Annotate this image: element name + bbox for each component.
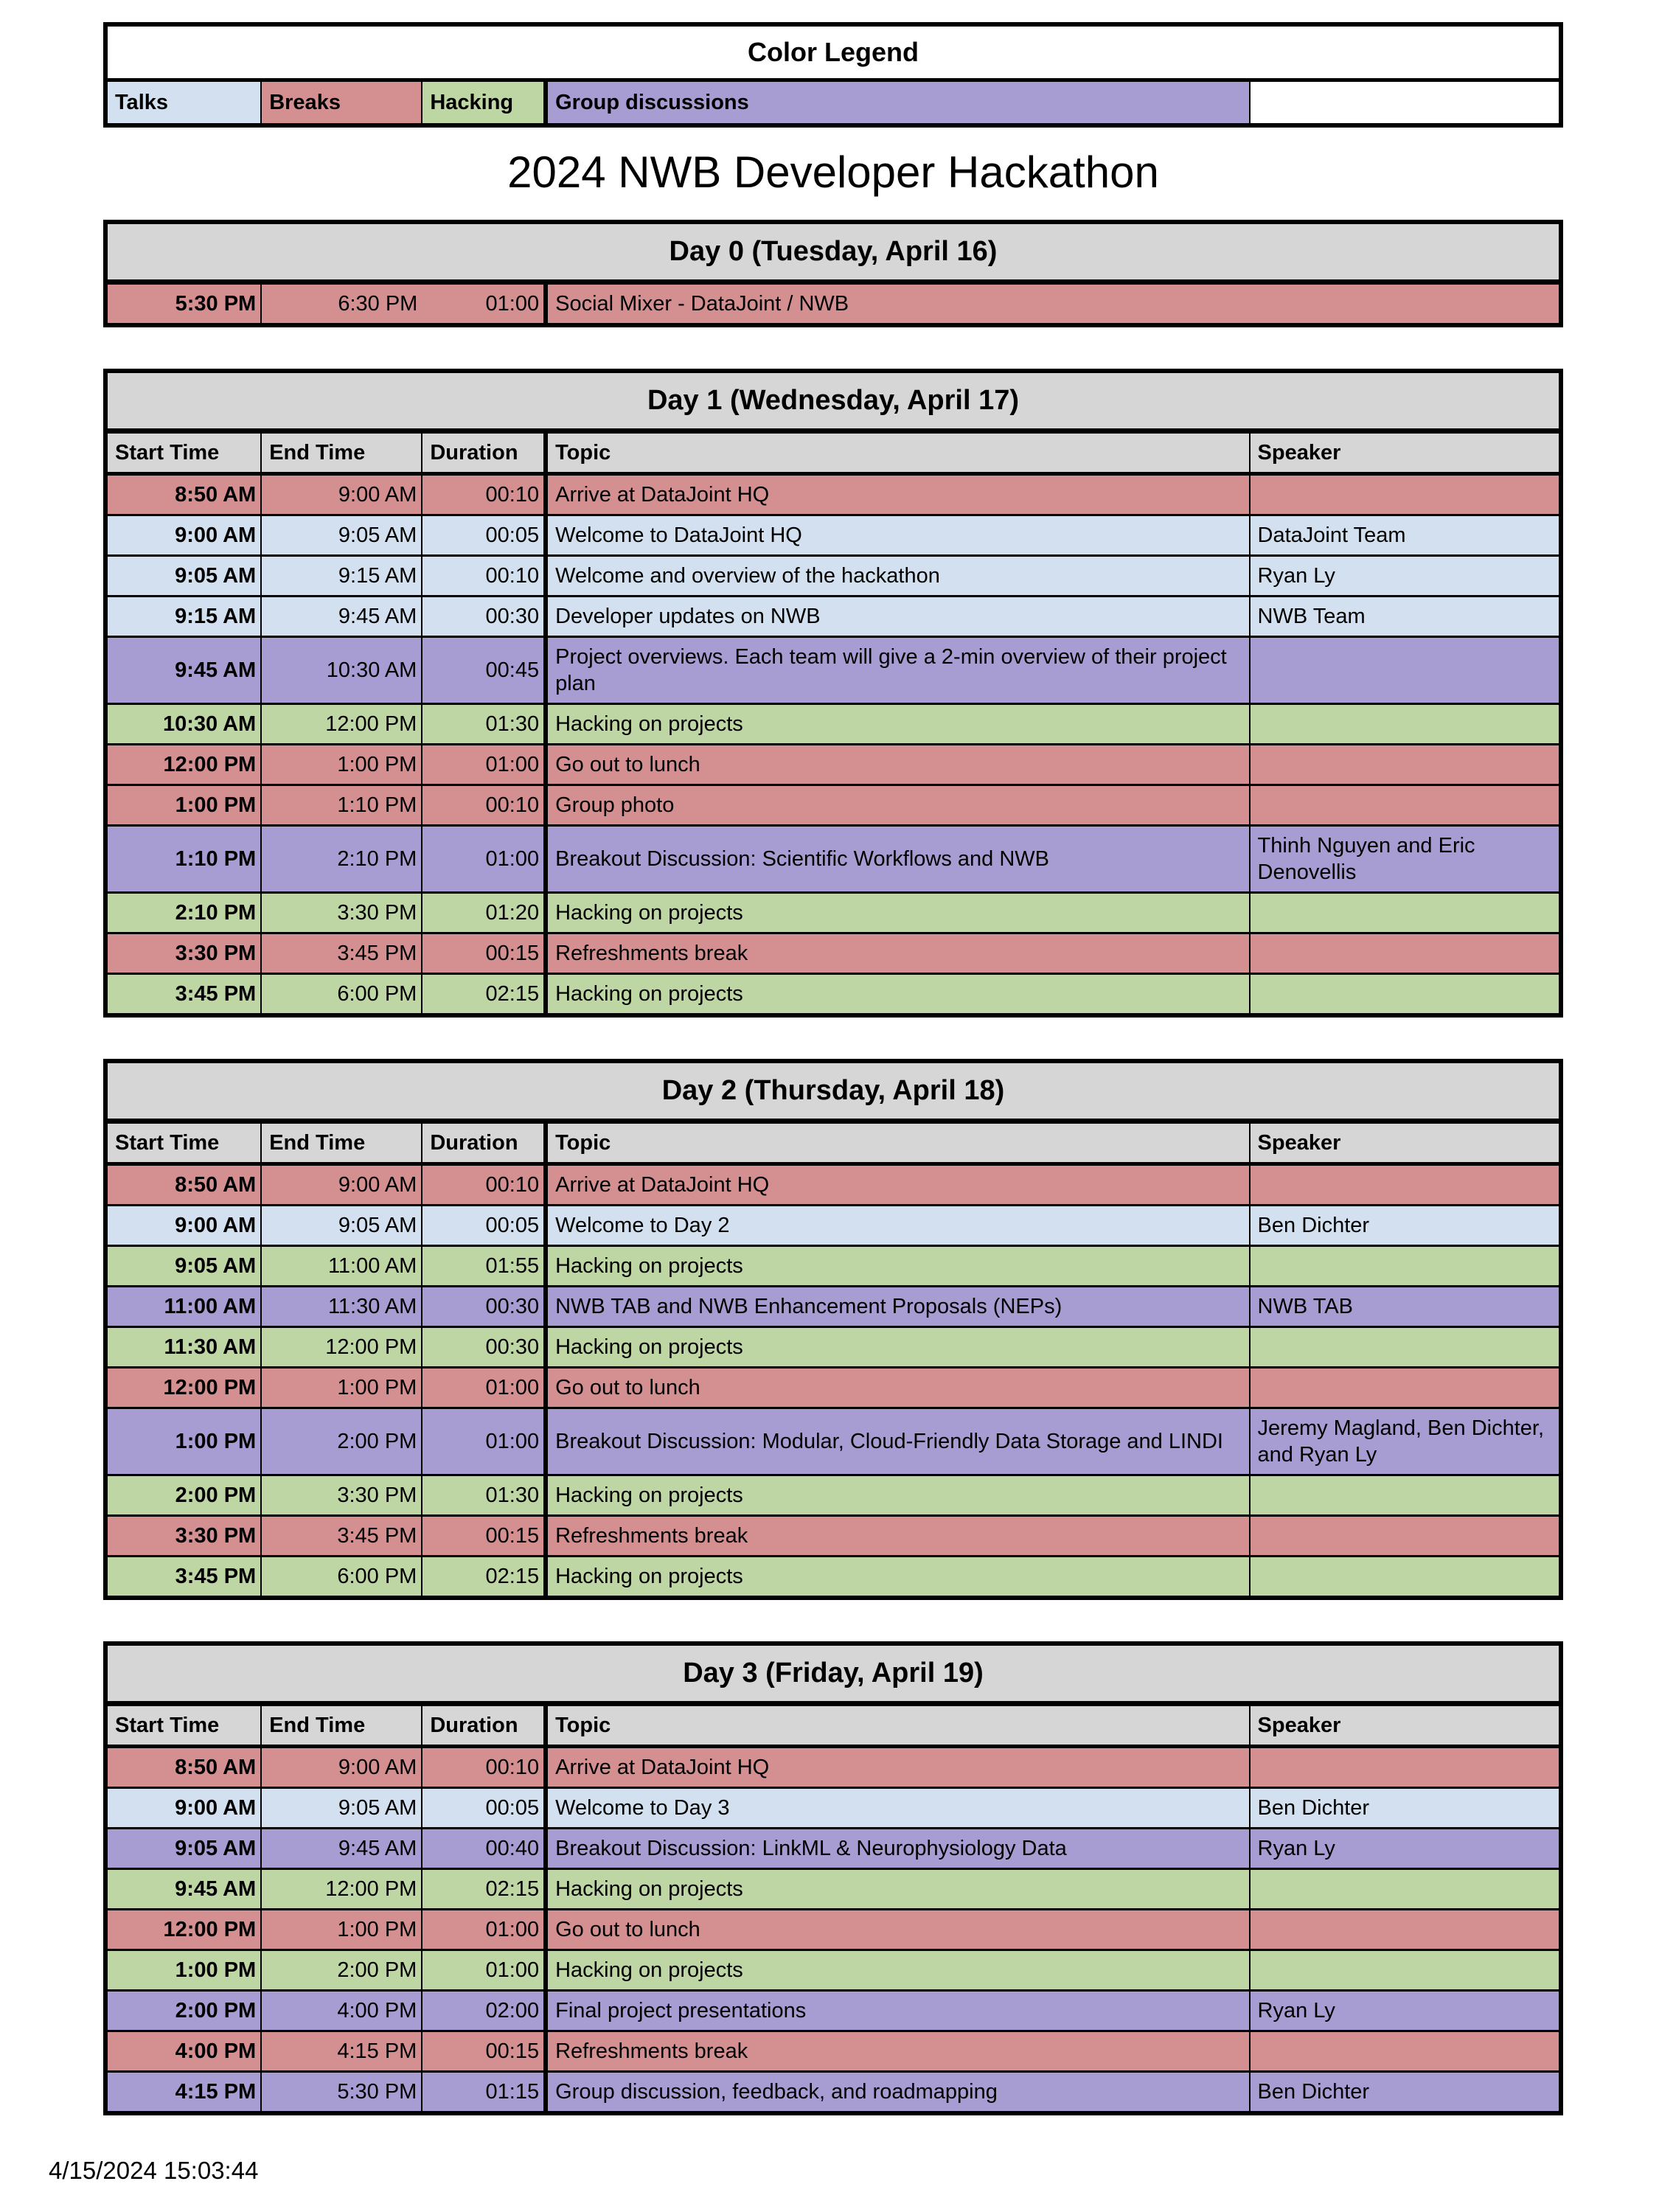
- schedule-row: [105, 2031, 1561, 2072]
- cell-start-time: 12:00 PM: [105, 1910, 261, 1950]
- cell-end-time: 5:30 PM: [261, 2072, 422, 2114]
- schedule-row: [105, 1164, 1561, 1206]
- cell-end-time: 6:30 PM: [261, 282, 422, 326]
- cell-duration: 01:00: [422, 1950, 546, 1991]
- cell-speaker: Ben Dichter: [1250, 1788, 1561, 1829]
- cell-duration: 01:00: [422, 826, 546, 893]
- cell-end-time: 3:45 PM: [261, 933, 422, 974]
- cell-speaker: Ben Dichter: [1250, 2072, 1561, 2114]
- cell-topic: Welcome to DataJoint HQ: [546, 515, 1249, 556]
- cell-duration: 00:45: [422, 637, 546, 704]
- cell-speaker: [1250, 1246, 1561, 1287]
- schedule-row: [105, 704, 1561, 745]
- cell-start-time: 11:00 AM: [105, 1287, 261, 1327]
- cell-start-time: 10:30 AM: [105, 704, 261, 745]
- schedule-row: [105, 282, 1561, 326]
- cell-duration: 00:10: [422, 556, 546, 597]
- cell-duration: 01:00: [422, 282, 546, 326]
- cell-speaker: [1250, 785, 1561, 826]
- cell-duration: 01:20: [422, 893, 546, 933]
- column-header-topic: Topic: [546, 1704, 1249, 1747]
- column-header-start-time: Start Time: [105, 431, 261, 474]
- cell-duration: 00:30: [422, 597, 546, 637]
- cell-topic: Go out to lunch: [546, 745, 1249, 785]
- cell-start-time: 9:15 AM: [105, 597, 261, 637]
- cell-start-time: 1:00 PM: [105, 1408, 261, 1475]
- cell-end-time: 3:30 PM: [261, 1475, 422, 1516]
- cell-duration: 02:00: [422, 1991, 546, 2031]
- cell-start-time: 3:30 PM: [105, 933, 261, 974]
- cell-duration: 01:00: [422, 1910, 546, 1950]
- cell-topic: Welcome and overview of the hackathon: [546, 556, 1249, 597]
- cell-speaker: Ben Dichter: [1250, 1206, 1561, 1246]
- cell-speaker: [1250, 1747, 1561, 1788]
- column-header-speaker: Speaker: [1250, 1704, 1561, 1747]
- schedule-row: [105, 1869, 1561, 1910]
- cell-start-time: 8:50 AM: [105, 1747, 261, 1788]
- column-header-row: [105, 1704, 1561, 1747]
- cell-start-time: 3:45 PM: [105, 974, 261, 1016]
- cell-start-time: 9:05 AM: [105, 1829, 261, 1869]
- color-legend-table: [103, 22, 1563, 128]
- cell-topic: Final project presentations: [546, 1991, 1249, 2031]
- cell-topic: Breakout Discussion: Scientific Workflows and NWB: [546, 826, 1249, 893]
- cell-end-time: 6:00 PM: [261, 1557, 422, 1599]
- cell-topic: Hacking on projects: [546, 974, 1249, 1016]
- cell-topic: Go out to lunch: [546, 1910, 1249, 1950]
- cell-end-time: 3:30 PM: [261, 893, 422, 933]
- cell-end-time: 9:05 AM: [261, 1788, 422, 1829]
- cell-speaker: Ryan Ly: [1250, 1991, 1561, 2031]
- cell-duration: 01:55: [422, 1246, 546, 1287]
- cell-end-time: 3:45 PM: [261, 1516, 422, 1557]
- cell-speaker: [1250, 637, 1561, 704]
- cell-topic: Arrive at DataJoint HQ: [546, 474, 1249, 515]
- schedule-row: [105, 556, 1561, 597]
- schedule-row: [105, 1747, 1561, 1788]
- schedule-row: [105, 1327, 1561, 1368]
- column-header-start-time: Start Time: [105, 1121, 261, 1164]
- cell-duration: 02:15: [422, 1869, 546, 1910]
- day-tables-container: [103, 220, 1578, 2115]
- cell-start-time: 8:50 AM: [105, 474, 261, 515]
- cell-start-time: 4:00 PM: [105, 2031, 261, 2072]
- cell-speaker: Ryan Ly: [1250, 556, 1561, 597]
- day-title: Day 3 (Friday, April 19): [105, 1644, 1561, 1704]
- cell-end-time: 1:00 PM: [261, 745, 422, 785]
- cell-topic: Welcome to Day 3: [546, 1788, 1249, 1829]
- cell-duration: 00:30: [422, 1327, 546, 1368]
- column-header-duration: Duration: [422, 1704, 546, 1747]
- legend-title: Color Legend: [105, 24, 1561, 80]
- cell-duration: 02:15: [422, 1557, 546, 1599]
- column-header-end-time: End Time: [261, 431, 422, 474]
- cell-duration: 01:15: [422, 2072, 546, 2114]
- schedule-row: [105, 893, 1561, 933]
- cell-speaker: Thinh Nguyen and Eric Denovellis: [1250, 826, 1561, 893]
- cell-speaker: [1250, 1557, 1561, 1599]
- cell-end-time: 9:00 AM: [261, 1747, 422, 1788]
- cell-topic: Breakout Discussion: Modular, Cloud-Friendly Data Storage and LINDI: [546, 1408, 1249, 1475]
- schedule-row: [105, 515, 1561, 556]
- schedule-row: [105, 597, 1561, 637]
- cell-topic: Hacking on projects: [546, 1950, 1249, 1991]
- day-title: Day 2 (Thursday, April 18): [105, 1061, 1561, 1121]
- cell-start-time: 8:50 AM: [105, 1164, 261, 1206]
- cell-speaker: [1250, 704, 1561, 745]
- column-header-row: [105, 431, 1561, 474]
- cell-start-time: 9:00 AM: [105, 515, 261, 556]
- cell-duration: 00:15: [422, 1516, 546, 1557]
- cell-speaker: NWB Team: [1250, 597, 1561, 637]
- cell-end-time: 11:30 AM: [261, 1287, 422, 1327]
- cell-duration: 00:15: [422, 2031, 546, 2072]
- cell-duration: 01:00: [422, 1408, 546, 1475]
- day-title: Day 0 (Tuesday, April 16): [105, 222, 1561, 282]
- cell-end-time: 9:05 AM: [261, 515, 422, 556]
- cell-speaker: [1250, 474, 1561, 515]
- legend-item-group-discussions: Group discussions: [546, 80, 1249, 126]
- schedule-row: [105, 1246, 1561, 1287]
- cell-topic: Arrive at DataJoint HQ: [546, 1747, 1249, 1788]
- cell-end-time: 6:00 PM: [261, 974, 422, 1016]
- cell-topic: Refreshments break: [546, 1516, 1249, 1557]
- cell-topic: Go out to lunch: [546, 1368, 1249, 1408]
- cell-start-time: 9:05 AM: [105, 556, 261, 597]
- cell-end-time: 2:10 PM: [261, 826, 422, 893]
- cell-speaker: [1250, 745, 1561, 785]
- footer-timestamp: 4/15/2024 15:03:44: [49, 2157, 259, 2184]
- schedule-row: [105, 974, 1561, 1016]
- cell-duration: 00:05: [422, 1206, 546, 1246]
- cell-speaker: [1250, 893, 1561, 933]
- cell-duration: 01:00: [422, 1368, 546, 1408]
- cell-start-time: 9:45 AM: [105, 1869, 261, 1910]
- cell-duration: 00:05: [422, 515, 546, 556]
- cell-end-time: 12:00 PM: [261, 704, 422, 745]
- cell-topic: Hacking on projects: [546, 1869, 1249, 1910]
- day-table-0: [103, 220, 1563, 327]
- cell-speaker: [1250, 1950, 1561, 1991]
- page-title: 2024 NWB Developer Hackathon: [507, 147, 1159, 197]
- cell-topic: Group discussion, feedback, and roadmapping: [546, 2072, 1249, 2114]
- day-table-1: [103, 369, 1563, 1018]
- day-title-row: [105, 1644, 1561, 1704]
- cell-end-time: 9:45 AM: [261, 1829, 422, 1869]
- cell-topic: Project overviews. Each team will give a 2-min overview of their project plan: [546, 637, 1249, 704]
- cell-speaker: Ryan Ly: [1250, 1829, 1561, 1869]
- schedule-row: [105, 1516, 1561, 1557]
- cell-start-time: 2:00 PM: [105, 1991, 261, 2031]
- cell-start-time: 11:30 AM: [105, 1327, 261, 1368]
- schedule-row: [105, 785, 1561, 826]
- cell-speaker: DataJoint Team: [1250, 515, 1561, 556]
- cell-topic: Hacking on projects: [546, 704, 1249, 745]
- column-header-duration: Duration: [422, 431, 546, 474]
- cell-start-time: 5:30 PM: [105, 282, 261, 326]
- schedule-row: [105, 474, 1561, 515]
- column-header-topic: Topic: [546, 1121, 1249, 1164]
- cell-end-time: 2:00 PM: [261, 1950, 422, 1991]
- cell-end-time: 9:00 AM: [261, 474, 422, 515]
- cell-start-time: 1:10 PM: [105, 826, 261, 893]
- cell-duration: 02:15: [422, 974, 546, 1016]
- cell-topic: Refreshments break: [546, 933, 1249, 974]
- cell-end-time: 9:00 AM: [261, 1164, 422, 1206]
- cell-topic: Hacking on projects: [546, 1557, 1249, 1599]
- cell-duration: 01:30: [422, 704, 546, 745]
- cell-end-time: 12:00 PM: [261, 1869, 422, 1910]
- cell-start-time: 1:00 PM: [105, 785, 261, 826]
- cell-topic: Hacking on projects: [546, 1475, 1249, 1516]
- cell-speaker: [1250, 974, 1561, 1016]
- cell-start-time: 2:10 PM: [105, 893, 261, 933]
- cell-speaker: [1250, 2031, 1561, 2072]
- column-header-end-time: End Time: [261, 1121, 422, 1164]
- cell-speaker: [1250, 1516, 1561, 1557]
- cell-start-time: 1:00 PM: [105, 1950, 261, 1991]
- cell-speaker: [1250, 933, 1561, 974]
- cell-duration: 00:10: [422, 1164, 546, 1206]
- cell-speaker: [1250, 1327, 1561, 1368]
- legend-empty-cell: [1250, 80, 1561, 126]
- cell-duration: 01:00: [422, 745, 546, 785]
- day-table-2: [103, 1059, 1563, 1600]
- cell-topic: Arrive at DataJoint HQ: [546, 1164, 1249, 1206]
- cell-start-time: 9:45 AM: [105, 637, 261, 704]
- cell-end-time: 9:45 AM: [261, 597, 422, 637]
- cell-start-time: 2:00 PM: [105, 1475, 261, 1516]
- day-title-row: [105, 222, 1561, 282]
- cell-end-time: 10:30 AM: [261, 637, 422, 704]
- cell-speaker: [1250, 1910, 1561, 1950]
- cell-end-time: 1:00 PM: [261, 1910, 422, 1950]
- cell-end-time: 4:15 PM: [261, 2031, 422, 2072]
- schedule-row: [105, 1910, 1561, 1950]
- cell-topic: Group photo: [546, 785, 1249, 826]
- cell-duration: 00:30: [422, 1287, 546, 1327]
- day-title-row: [105, 1061, 1561, 1121]
- cell-speaker: [1250, 1475, 1561, 1516]
- cell-duration: 00:10: [422, 1747, 546, 1788]
- cell-duration: 00:05: [422, 1788, 546, 1829]
- cell-start-time: 3:30 PM: [105, 1516, 261, 1557]
- cell-duration: 01:30: [422, 1475, 546, 1516]
- schedule-row: [105, 1557, 1561, 1599]
- schedule-row: [105, 1991, 1561, 2031]
- cell-duration: 00:10: [422, 785, 546, 826]
- cell-speaker: [1250, 1164, 1561, 1206]
- cell-end-time: 11:00 AM: [261, 1246, 422, 1287]
- cell-start-time: 9:05 AM: [105, 1246, 261, 1287]
- cell-end-time: 9:15 AM: [261, 556, 422, 597]
- legend-item-hacking: Hacking: [422, 80, 546, 126]
- column-header-end-time: End Time: [261, 1704, 422, 1747]
- cell-start-time: 9:00 AM: [105, 1206, 261, 1246]
- column-header-topic: Topic: [546, 431, 1249, 474]
- cell-end-time: 12:00 PM: [261, 1327, 422, 1368]
- schedule-row: [105, 745, 1561, 785]
- schedule-row: [105, 933, 1561, 974]
- legend-title-row: [105, 24, 1561, 80]
- cell-start-time: 4:15 PM: [105, 2072, 261, 2114]
- cell-topic: Welcome to Day 2: [546, 1206, 1249, 1246]
- cell-speaker: [1250, 1368, 1561, 1408]
- schedule-row: [105, 1368, 1561, 1408]
- cell-topic: Hacking on projects: [546, 1246, 1249, 1287]
- cell-end-time: 9:05 AM: [261, 1206, 422, 1246]
- cell-start-time: 9:00 AM: [105, 1788, 261, 1829]
- schedule-row: [105, 1287, 1561, 1327]
- cell-speaker: NWB TAB: [1250, 1287, 1561, 1327]
- cell-speaker: Jeremy Magland, Ben Dichter, and Ryan Ly: [1250, 1408, 1561, 1475]
- cell-topic: Hacking on projects: [546, 1327, 1249, 1368]
- column-header-speaker: Speaker: [1250, 431, 1561, 474]
- cell-topic: Developer updates on NWB: [546, 597, 1249, 637]
- cell-topic: Hacking on projects: [546, 893, 1249, 933]
- column-header-start-time: Start Time: [105, 1704, 261, 1747]
- day-title: Day 1 (Wednesday, April 17): [105, 371, 1561, 431]
- cell-duration: 00:10: [422, 474, 546, 515]
- cell-start-time: 3:45 PM: [105, 1557, 261, 1599]
- cell-end-time: 4:00 PM: [261, 1991, 422, 2031]
- cell-end-time: 1:00 PM: [261, 1368, 422, 1408]
- schedule-row: [105, 1206, 1561, 1246]
- cell-topic: Social Mixer - DataJoint / NWB: [546, 282, 1561, 326]
- schedule-row: [105, 1475, 1561, 1516]
- day-title-row: [105, 371, 1561, 431]
- cell-end-time: 1:10 PM: [261, 785, 422, 826]
- schedule-row: [105, 1408, 1561, 1475]
- schedule-row: [105, 2072, 1561, 2114]
- day-table-3: [103, 1641, 1563, 2115]
- cell-topic: Breakout Discussion: LinkML & Neurophysiology Data: [546, 1829, 1249, 1869]
- column-header-row: [105, 1121, 1561, 1164]
- legend-items-row: [105, 80, 1561, 126]
- schedule-row: [105, 1829, 1561, 1869]
- column-header-duration: Duration: [422, 1121, 546, 1164]
- schedule-row: [105, 637, 1561, 704]
- cell-speaker: [1250, 1869, 1561, 1910]
- cell-duration: 00:40: [422, 1829, 546, 1869]
- cell-topic: Refreshments break: [546, 2031, 1249, 2072]
- cell-duration: 00:15: [422, 933, 546, 974]
- legend-item-breaks: Breaks: [261, 80, 422, 126]
- cell-start-time: 12:00 PM: [105, 1368, 261, 1408]
- cell-topic: NWB TAB and NWB Enhancement Proposals (NEPs): [546, 1287, 1249, 1327]
- cell-start-time: 12:00 PM: [105, 745, 261, 785]
- schedule-row: [105, 1950, 1561, 1991]
- column-header-speaker: Speaker: [1250, 1121, 1561, 1164]
- schedule-row: [105, 1788, 1561, 1829]
- legend-item-talks: Talks: [105, 80, 261, 126]
- cell-end-time: 2:00 PM: [261, 1408, 422, 1475]
- schedule-row: [105, 826, 1561, 893]
